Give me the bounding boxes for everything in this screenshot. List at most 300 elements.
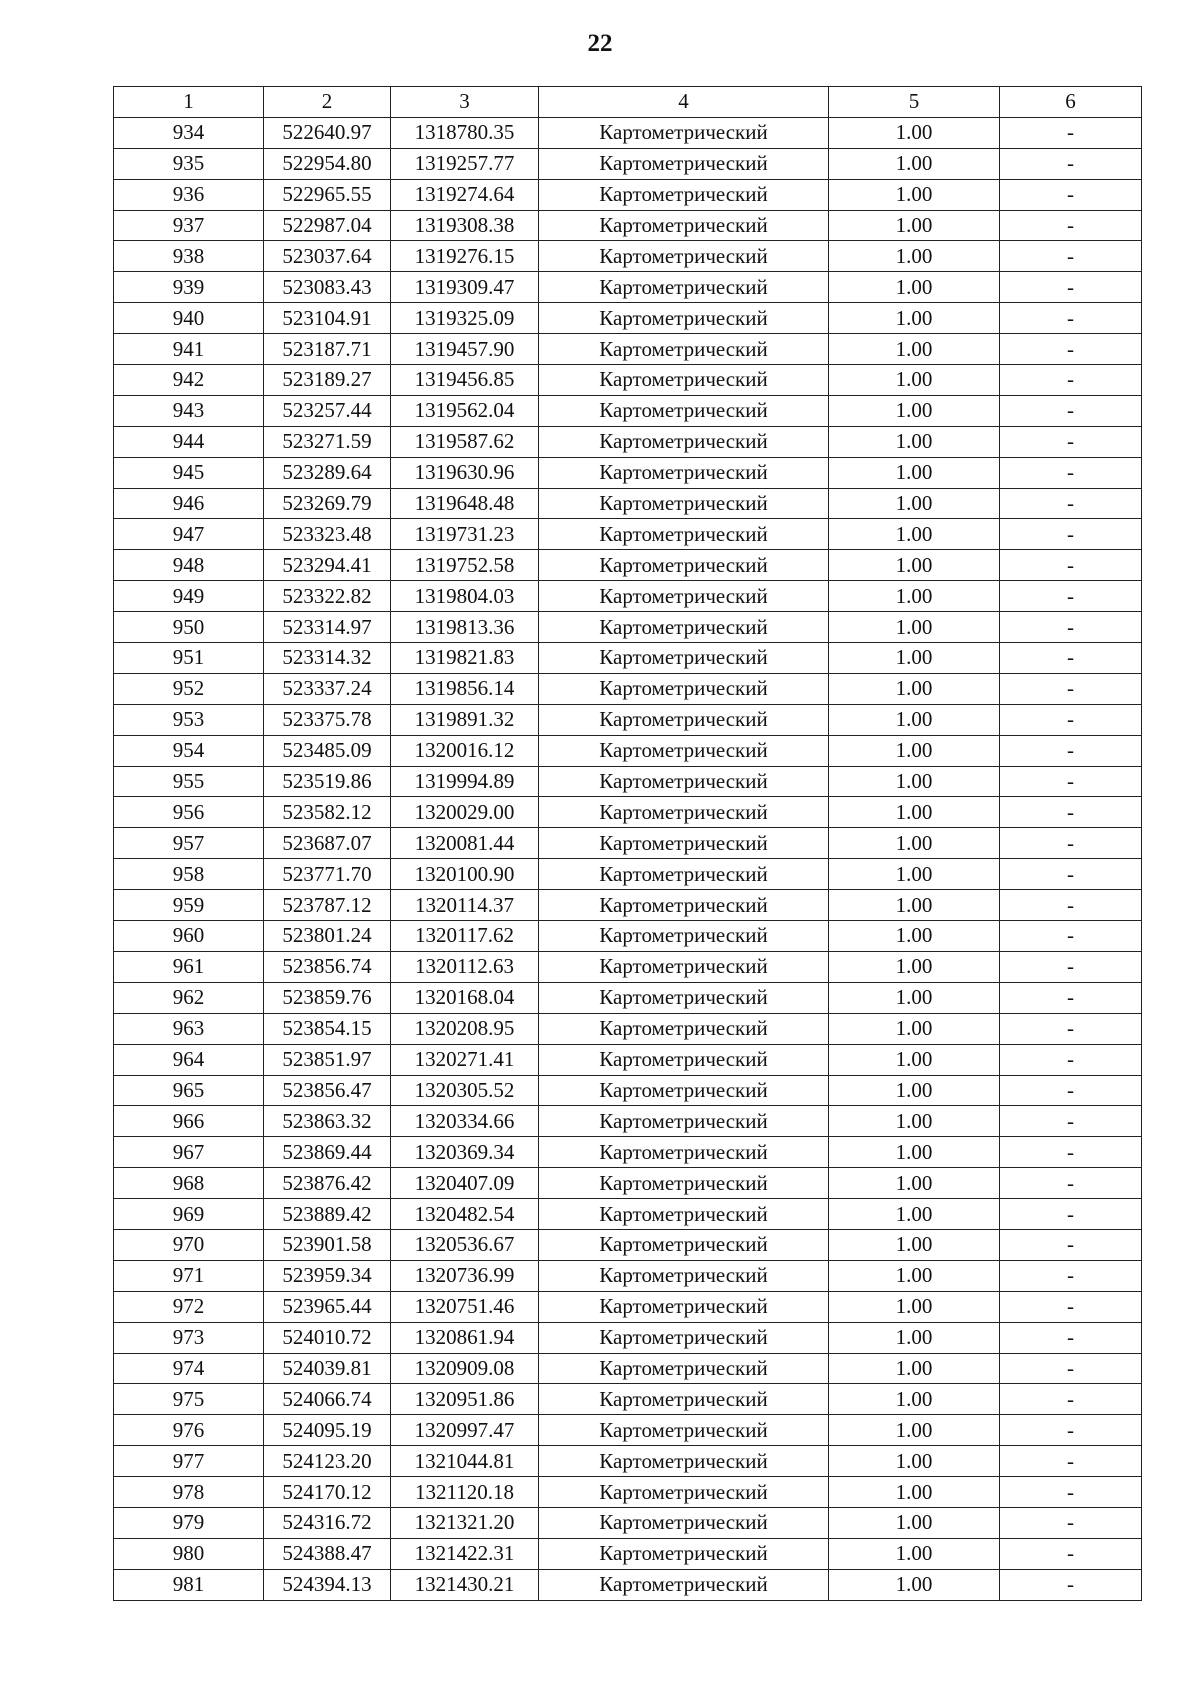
point-number-cell: 961	[114, 951, 264, 982]
point-number-cell: 951	[114, 643, 264, 674]
method-cell: Картометрический	[539, 1075, 829, 1106]
y-coordinate-cell: 1320407.09	[391, 1168, 539, 1199]
x-coordinate-cell: 524095.19	[264, 1415, 391, 1446]
y-coordinate-cell: 1319457.90	[391, 334, 539, 365]
point-number-cell: 948	[114, 550, 264, 581]
table-row	[114, 1507, 1142, 1538]
x-coordinate-cell: 523323.48	[264, 519, 391, 550]
table-row	[114, 365, 1142, 396]
table-row	[114, 1384, 1142, 1415]
accuracy-cell: 1.00	[829, 1013, 1000, 1044]
accuracy-cell: 1.00	[829, 1199, 1000, 1230]
accuracy-cell: 1.00	[829, 673, 1000, 704]
description-cell: -	[1000, 735, 1142, 766]
method-cell: Картометрический	[539, 519, 829, 550]
accuracy-cell: 1.00	[829, 1353, 1000, 1384]
point-number-cell: 966	[114, 1106, 264, 1137]
description-cell: -	[1000, 1106, 1142, 1137]
x-coordinate-cell: 524388.47	[264, 1538, 391, 1569]
y-coordinate-cell: 1319630.96	[391, 457, 539, 488]
table-row	[114, 488, 1142, 519]
table-row	[114, 890, 1142, 921]
method-cell: Картометрический	[539, 1384, 829, 1415]
accuracy-cell: 1.00	[829, 365, 1000, 396]
table-row	[114, 334, 1142, 365]
accuracy-cell: 1.00	[829, 488, 1000, 519]
table-row	[114, 1322, 1142, 1353]
point-number-cell: 972	[114, 1291, 264, 1322]
method-cell: Картометрический	[539, 457, 829, 488]
method-cell: Картометрический	[539, 272, 829, 303]
point-number-cell: 960	[114, 921, 264, 952]
y-coordinate-cell: 1320736.99	[391, 1260, 539, 1291]
method-cell: Картометрический	[539, 982, 829, 1013]
x-coordinate-cell: 523687.07	[264, 828, 391, 859]
point-number-cell: 942	[114, 365, 264, 396]
method-cell: Картометрический	[539, 1477, 829, 1508]
description-cell: -	[1000, 1260, 1142, 1291]
method-cell: Картометрический	[539, 1415, 829, 1446]
point-number-cell: 946	[114, 488, 264, 519]
x-coordinate-cell: 524010.72	[264, 1322, 391, 1353]
method-cell: Картометрический	[539, 1168, 829, 1199]
table-row	[114, 1569, 1142, 1600]
accuracy-cell: 1.00	[829, 921, 1000, 952]
description-cell: -	[1000, 581, 1142, 612]
x-coordinate-cell: 523269.79	[264, 488, 391, 519]
y-coordinate-cell: 1320016.12	[391, 735, 539, 766]
y-coordinate-cell: 1320117.62	[391, 921, 539, 952]
accuracy-cell: 1.00	[829, 1291, 1000, 1322]
accuracy-cell: 1.00	[829, 1415, 1000, 1446]
accuracy-cell: 1.00	[829, 457, 1000, 488]
y-coordinate-cell: 1319325.09	[391, 303, 539, 334]
y-coordinate-cell: 1320114.37	[391, 890, 539, 921]
accuracy-cell: 1.00	[829, 395, 1000, 426]
x-coordinate-cell: 523104.91	[264, 303, 391, 334]
y-coordinate-cell: 1319731.23	[391, 519, 539, 550]
accuracy-cell: 1.00	[829, 148, 1000, 179]
point-number-cell: 980	[114, 1538, 264, 1569]
table-row	[114, 1075, 1142, 1106]
x-coordinate-cell: 523485.09	[264, 735, 391, 766]
table-row	[114, 1538, 1142, 1569]
description-cell: -	[1000, 457, 1142, 488]
y-coordinate-cell: 1320081.44	[391, 828, 539, 859]
accuracy-cell: 1.00	[829, 1384, 1000, 1415]
accuracy-cell: 1.00	[829, 735, 1000, 766]
point-number-cell: 963	[114, 1013, 264, 1044]
x-coordinate-cell: 523854.15	[264, 1013, 391, 1044]
table-row	[114, 612, 1142, 643]
accuracy-cell: 1.00	[829, 179, 1000, 210]
description-cell: -	[1000, 519, 1142, 550]
y-coordinate-cell: 1319813.36	[391, 612, 539, 643]
x-coordinate-cell: 523314.97	[264, 612, 391, 643]
column-header-1: 1	[114, 87, 264, 118]
x-coordinate-cell: 523959.34	[264, 1260, 391, 1291]
point-number-cell: 950	[114, 612, 264, 643]
method-cell: Картометрический	[539, 1137, 829, 1168]
point-number-cell: 962	[114, 982, 264, 1013]
description-cell: -	[1000, 797, 1142, 828]
accuracy-cell: 1.00	[829, 519, 1000, 550]
point-number-cell: 941	[114, 334, 264, 365]
point-number-cell: 970	[114, 1229, 264, 1260]
method-cell: Картометрический	[539, 179, 829, 210]
x-coordinate-cell: 524316.72	[264, 1507, 391, 1538]
table-row	[114, 1044, 1142, 1075]
y-coordinate-cell: 1320909.08	[391, 1353, 539, 1384]
method-cell: Картометрический	[539, 1260, 829, 1291]
x-coordinate-cell: 523582.12	[264, 797, 391, 828]
description-cell: -	[1000, 1384, 1142, 1415]
method-cell: Картометрический	[539, 303, 829, 334]
column-header-4: 4	[539, 87, 829, 118]
description-cell: -	[1000, 1199, 1142, 1230]
method-cell: Картометрический	[539, 241, 829, 272]
table-row	[114, 859, 1142, 890]
description-cell: -	[1000, 890, 1142, 921]
x-coordinate-cell: 523771.70	[264, 859, 391, 890]
table-row	[114, 457, 1142, 488]
accuracy-cell: 1.00	[829, 828, 1000, 859]
point-number-cell: 976	[114, 1415, 264, 1446]
y-coordinate-cell: 1320951.86	[391, 1384, 539, 1415]
x-coordinate-cell: 523856.74	[264, 951, 391, 982]
point-number-cell: 938	[114, 241, 264, 272]
y-coordinate-cell: 1320029.00	[391, 797, 539, 828]
x-coordinate-cell: 522965.55	[264, 179, 391, 210]
description-cell: -	[1000, 488, 1142, 519]
x-coordinate-cell: 523901.58	[264, 1229, 391, 1260]
y-coordinate-cell: 1319891.32	[391, 704, 539, 735]
method-cell: Картометрический	[539, 334, 829, 365]
point-number-cell: 981	[114, 1569, 264, 1600]
description-cell: -	[1000, 1538, 1142, 1569]
table-row	[114, 395, 1142, 426]
table-header-row	[114, 87, 1142, 118]
method-cell: Картометрический	[539, 1569, 829, 1600]
accuracy-cell: 1.00	[829, 1044, 1000, 1075]
x-coordinate-cell: 523187.71	[264, 334, 391, 365]
y-coordinate-cell: 1319257.77	[391, 148, 539, 179]
table-row	[114, 1013, 1142, 1044]
x-coordinate-cell: 523869.44	[264, 1137, 391, 1168]
method-cell: Картометрический	[539, 643, 829, 674]
accuracy-cell: 1.00	[829, 766, 1000, 797]
accuracy-cell: 1.00	[829, 1446, 1000, 1477]
description-cell: -	[1000, 704, 1142, 735]
x-coordinate-cell: 523863.32	[264, 1106, 391, 1137]
page-number: 22	[587, 30, 613, 57]
point-number-cell: 964	[114, 1044, 264, 1075]
description-cell: -	[1000, 643, 1142, 674]
y-coordinate-cell: 1318780.35	[391, 117, 539, 148]
point-number-cell: 968	[114, 1168, 264, 1199]
method-cell: Картометрический	[539, 951, 829, 982]
point-number-cell: 935	[114, 148, 264, 179]
point-number-cell: 943	[114, 395, 264, 426]
description-cell: -	[1000, 272, 1142, 303]
description-cell: -	[1000, 303, 1142, 334]
table-row	[114, 828, 1142, 859]
y-coordinate-cell: 1320112.63	[391, 951, 539, 982]
table-row	[114, 797, 1142, 828]
method-cell: Картометрический	[539, 395, 829, 426]
x-coordinate-cell: 523889.42	[264, 1199, 391, 1230]
method-cell: Картометрический	[539, 426, 829, 457]
accuracy-cell: 1.00	[829, 982, 1000, 1013]
table-row	[114, 1446, 1142, 1477]
accuracy-cell: 1.00	[829, 581, 1000, 612]
description-cell: -	[1000, 210, 1142, 241]
coordinates-table	[113, 86, 1142, 1601]
x-coordinate-cell: 524170.12	[264, 1477, 391, 1508]
y-coordinate-cell: 1320751.46	[391, 1291, 539, 1322]
table-row	[114, 117, 1142, 148]
table-row	[114, 210, 1142, 241]
column-header-5: 5	[829, 87, 1000, 118]
method-cell: Картометрический	[539, 1446, 829, 1477]
y-coordinate-cell: 1319309.47	[391, 272, 539, 303]
point-number-cell: 957	[114, 828, 264, 859]
y-coordinate-cell: 1320369.34	[391, 1137, 539, 1168]
description-cell: -	[1000, 1477, 1142, 1508]
point-number-cell: 939	[114, 272, 264, 303]
accuracy-cell: 1.00	[829, 704, 1000, 735]
x-coordinate-cell: 524066.74	[264, 1384, 391, 1415]
table-row	[114, 704, 1142, 735]
point-number-cell: 977	[114, 1446, 264, 1477]
description-cell: -	[1000, 951, 1142, 982]
point-number-cell: 978	[114, 1477, 264, 1508]
description-cell: -	[1000, 1569, 1142, 1600]
accuracy-cell: 1.00	[829, 612, 1000, 643]
accuracy-cell: 1.00	[829, 1569, 1000, 1600]
x-coordinate-cell: 523787.12	[264, 890, 391, 921]
method-cell: Картометрический	[539, 117, 829, 148]
point-number-cell: 971	[114, 1260, 264, 1291]
accuracy-cell: 1.00	[829, 117, 1000, 148]
method-cell: Картометрический	[539, 1507, 829, 1538]
accuracy-cell: 1.00	[829, 1322, 1000, 1353]
description-cell: -	[1000, 673, 1142, 704]
method-cell: Картометрический	[539, 148, 829, 179]
point-number-cell: 974	[114, 1353, 264, 1384]
method-cell: Картометрический	[539, 210, 829, 241]
method-cell: Картометрический	[539, 488, 829, 519]
description-cell: -	[1000, 1353, 1142, 1384]
y-coordinate-cell: 1319752.58	[391, 550, 539, 581]
table-row	[114, 1199, 1142, 1230]
table-row	[114, 148, 1142, 179]
description-cell: -	[1000, 395, 1142, 426]
description-cell: -	[1000, 921, 1142, 952]
method-cell: Картометрический	[539, 890, 829, 921]
accuracy-cell: 1.00	[829, 1168, 1000, 1199]
method-cell: Картометрический	[539, 1322, 829, 1353]
x-coordinate-cell: 523965.44	[264, 1291, 391, 1322]
method-cell: Картометрический	[539, 673, 829, 704]
column-header-2: 2	[264, 87, 391, 118]
point-number-cell: 953	[114, 704, 264, 735]
y-coordinate-cell: 1319456.85	[391, 365, 539, 396]
accuracy-cell: 1.00	[829, 210, 1000, 241]
x-coordinate-cell: 523257.44	[264, 395, 391, 426]
table-row	[114, 519, 1142, 550]
y-coordinate-cell: 1321422.31	[391, 1538, 539, 1569]
y-coordinate-cell: 1320482.54	[391, 1199, 539, 1230]
description-cell: -	[1000, 1168, 1142, 1199]
table-row	[114, 1353, 1142, 1384]
description-cell: -	[1000, 1291, 1142, 1322]
table-row	[114, 1106, 1142, 1137]
table-row	[114, 735, 1142, 766]
y-coordinate-cell: 1319994.89	[391, 766, 539, 797]
accuracy-cell: 1.00	[829, 426, 1000, 457]
method-cell: Картометрический	[539, 735, 829, 766]
table-row	[114, 766, 1142, 797]
x-coordinate-cell: 523519.86	[264, 766, 391, 797]
point-number-cell: 958	[114, 859, 264, 890]
x-coordinate-cell: 523037.64	[264, 241, 391, 272]
method-cell: Картометрический	[539, 704, 829, 735]
accuracy-cell: 1.00	[829, 643, 1000, 674]
table-row	[114, 1291, 1142, 1322]
table-row	[114, 1260, 1142, 1291]
accuracy-cell: 1.00	[829, 1075, 1000, 1106]
method-cell: Картометрический	[539, 921, 829, 952]
accuracy-cell: 1.00	[829, 1260, 1000, 1291]
table-row	[114, 643, 1142, 674]
method-cell: Картометрический	[539, 766, 829, 797]
x-coordinate-cell: 522640.97	[264, 117, 391, 148]
point-number-cell: 969	[114, 1199, 264, 1230]
y-coordinate-cell: 1319562.04	[391, 395, 539, 426]
point-number-cell: 937	[114, 210, 264, 241]
method-cell: Картометрический	[539, 365, 829, 396]
point-number-cell: 934	[114, 117, 264, 148]
accuracy-cell: 1.00	[829, 1538, 1000, 1569]
table-row	[114, 550, 1142, 581]
y-coordinate-cell: 1320861.94	[391, 1322, 539, 1353]
y-coordinate-cell: 1320305.52	[391, 1075, 539, 1106]
accuracy-cell: 1.00	[829, 1477, 1000, 1508]
y-coordinate-cell: 1321044.81	[391, 1446, 539, 1477]
y-coordinate-cell: 1320334.66	[391, 1106, 539, 1137]
accuracy-cell: 1.00	[829, 272, 1000, 303]
point-number-cell: 959	[114, 890, 264, 921]
point-number-cell: 947	[114, 519, 264, 550]
y-coordinate-cell: 1319276.15	[391, 241, 539, 272]
description-cell: -	[1000, 828, 1142, 859]
x-coordinate-cell: 523314.32	[264, 643, 391, 674]
table-row	[114, 581, 1142, 612]
table-row	[114, 1229, 1142, 1260]
y-coordinate-cell: 1320271.41	[391, 1044, 539, 1075]
method-cell: Картометрический	[539, 1199, 829, 1230]
y-coordinate-cell: 1319648.48	[391, 488, 539, 519]
x-coordinate-cell: 523876.42	[264, 1168, 391, 1199]
x-coordinate-cell: 523851.97	[264, 1044, 391, 1075]
accuracy-cell: 1.00	[829, 1507, 1000, 1538]
y-coordinate-cell: 1319804.03	[391, 581, 539, 612]
description-cell: -	[1000, 612, 1142, 643]
point-number-cell: 956	[114, 797, 264, 828]
y-coordinate-cell: 1320536.67	[391, 1229, 539, 1260]
description-cell: -	[1000, 148, 1142, 179]
table-row	[114, 272, 1142, 303]
method-cell: Картометрический	[539, 1291, 829, 1322]
description-cell: -	[1000, 550, 1142, 581]
x-coordinate-cell: 523189.27	[264, 365, 391, 396]
table-row	[114, 1137, 1142, 1168]
description-cell: -	[1000, 1507, 1142, 1538]
accuracy-cell: 1.00	[829, 951, 1000, 982]
x-coordinate-cell: 523337.24	[264, 673, 391, 704]
table-row	[114, 951, 1142, 982]
x-coordinate-cell: 523859.76	[264, 982, 391, 1013]
accuracy-cell: 1.00	[829, 1137, 1000, 1168]
table-row	[114, 241, 1142, 272]
y-coordinate-cell: 1319821.83	[391, 643, 539, 674]
x-coordinate-cell: 523375.78	[264, 704, 391, 735]
description-cell: -	[1000, 117, 1142, 148]
description-cell: -	[1000, 1415, 1142, 1446]
point-number-cell: 944	[114, 426, 264, 457]
table-row	[114, 426, 1142, 457]
method-cell: Картометрический	[539, 1229, 829, 1260]
method-cell: Картометрический	[539, 1538, 829, 1569]
column-header-6: 6	[1000, 87, 1142, 118]
description-cell: -	[1000, 334, 1142, 365]
x-coordinate-cell: 524394.13	[264, 1569, 391, 1600]
x-coordinate-cell: 523294.41	[264, 550, 391, 581]
description-cell: -	[1000, 179, 1142, 210]
y-coordinate-cell: 1321120.18	[391, 1477, 539, 1508]
description-cell: -	[1000, 1229, 1142, 1260]
y-coordinate-cell: 1321430.21	[391, 1569, 539, 1600]
description-cell: -	[1000, 1137, 1142, 1168]
x-coordinate-cell: 523856.47	[264, 1075, 391, 1106]
table-row	[114, 179, 1142, 210]
point-number-cell: 940	[114, 303, 264, 334]
x-coordinate-cell: 523801.24	[264, 921, 391, 952]
y-coordinate-cell: 1321321.20	[391, 1507, 539, 1538]
accuracy-cell: 1.00	[829, 550, 1000, 581]
description-cell: -	[1000, 982, 1142, 1013]
column-header-3: 3	[391, 87, 539, 118]
description-cell: -	[1000, 1013, 1142, 1044]
point-number-cell: 973	[114, 1322, 264, 1353]
y-coordinate-cell: 1320208.95	[391, 1013, 539, 1044]
point-number-cell: 952	[114, 673, 264, 704]
x-coordinate-cell: 524123.20	[264, 1446, 391, 1477]
y-coordinate-cell: 1319274.64	[391, 179, 539, 210]
table-row	[114, 1168, 1142, 1199]
x-coordinate-cell: 524039.81	[264, 1353, 391, 1384]
method-cell: Картометрический	[539, 550, 829, 581]
table-row	[114, 921, 1142, 952]
accuracy-cell: 1.00	[829, 241, 1000, 272]
description-cell: -	[1000, 365, 1142, 396]
description-cell: -	[1000, 1044, 1142, 1075]
accuracy-cell: 1.00	[829, 859, 1000, 890]
point-number-cell: 979	[114, 1507, 264, 1538]
x-coordinate-cell: 522987.04	[264, 210, 391, 241]
method-cell: Картометрический	[539, 797, 829, 828]
